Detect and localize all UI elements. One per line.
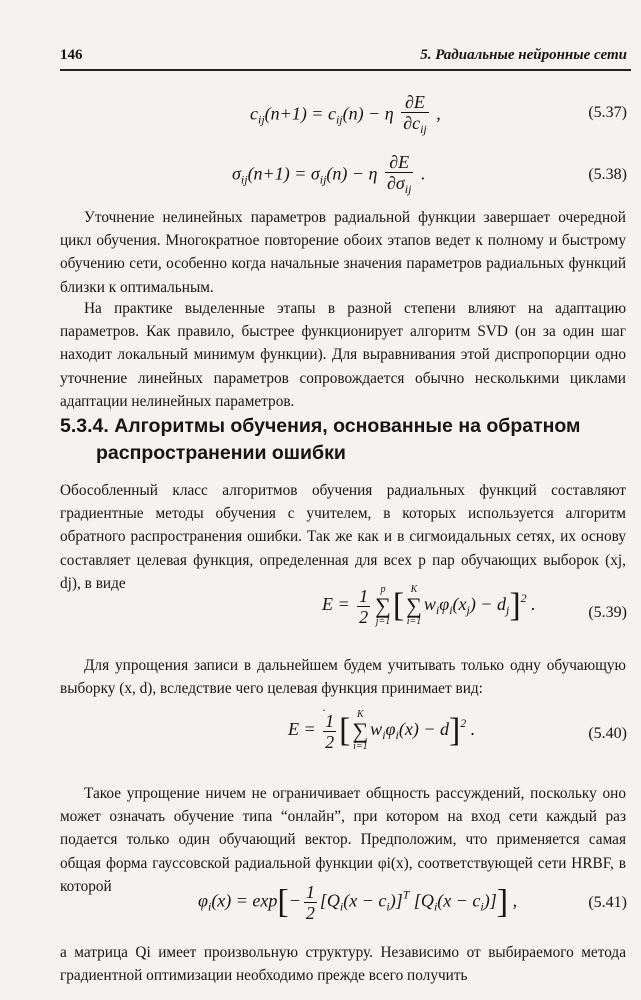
eq-subscript: ij (335, 112, 343, 127)
eq-text: E = (322, 594, 355, 615)
sum-symbol: K ∑ i=1 (406, 584, 422, 627)
eq-numerator: ∂E (401, 92, 429, 113)
eq-denominator: $\partial\sigma_{ij}$ (386, 173, 412, 196)
section-heading (60, 413, 626, 467)
eq-subscript: ij (319, 172, 327, 187)
eq-text: (n+1) = (247, 163, 311, 184)
equation-label: (5.40) (588, 725, 627, 742)
eq-tail: . (416, 163, 426, 184)
equation-5-38 (0, 152, 641, 200)
equation-label: (5.41) (588, 894, 627, 911)
eq-text: (n) − η (342, 103, 394, 124)
paragraph-2: На практике выделенные этапы в разной степени влияют на адаптацию параметров. Как правило, быстрее функционирует алгоритм SVD (он за один шаг находит локальный минимум функции). Для выравнивания этой диспропорции одно уточнение линейных параметров сопровождается обычно несколькими циклами адаптации нелинейных параметров. (60, 300, 626, 410)
paragraph-6: а матрица Qi имеет произвольную структуру. Независимо от выбираемого метода градиентной оптимизации необходимо прежде всего получить (60, 944, 626, 985)
eq-fraction (385, 152, 413, 199)
equation-5-41: $\varphi_i(x) = \exp[-$ $\frac{1}{2}$ $[Q_i(x - c_i)]^T$ $[Q_i(x - c_i)]$] , (5.41) (198, 882, 627, 923)
page-header (60, 47, 627, 67)
eq-fraction: $\frac{1}{2}$ (305, 882, 315, 923)
eq-subscript: ij (240, 172, 248, 187)
eq-symbol: σ (232, 163, 241, 184)
equation-label: (5.37) (588, 104, 627, 121)
equation-label: (5.39) (588, 604, 627, 621)
stray-mark: · (322, 703, 326, 717)
equation-5-37 (0, 92, 641, 140)
running-head: 5. Радиальные нейронные сети (420, 47, 627, 63)
eq-text: E = (288, 719, 321, 740)
equation-5-40: E = $\frac{1}{2}$ [ K ∑ i=1 $w_i\varphi_i(x) - d]^2$ . (5.40) (288, 709, 627, 752)
sum-symbol: K ∑ i=1 (352, 709, 369, 752)
eq-symbol: c (327, 103, 336, 124)
page-number: 146 (60, 47, 83, 63)
eq-numerator: ∂E (385, 152, 413, 173)
paragraph-1: Уточнение нелинейных параметров радиальной функции завершает очередной цикл обучения. Многократное повторение обоих этапов ведет к полному и быстрому обучению сети, особенно когда начальные значения параметров радиальных функций близки к оптимальным. (60, 209, 626, 296)
paragraph-5: Такое упрощение ничем не ограничивает общность рассуждений, поскольку оно может означать обучение типа “онлайн”, при котором на вход сети каждый раз подается только один обучающий вектор. Предположим, что применяется самая общая форма гауссовской радиальной функции φi(x), соответствующей сети HRBF, в которой (60, 785, 626, 895)
section-heading-line-2: распространении ошибки (96, 442, 346, 464)
header-rule (60, 69, 631, 71)
eq-symbol: σ (310, 163, 320, 184)
eq-symbol: c (250, 103, 258, 124)
equation-label: (5.38) (588, 166, 627, 183)
eq-text: (n) − η (326, 163, 378, 184)
paragraph-3: Обособленный класс алгоритмов обучения радиальных функций составляют градиентные методы обучения с учителем, в которых используется алгоритм обратного распространения ошибки. Так же как и в сигмоидальных сетях, их основу составляет целевая функция, определенная для всех p пар обучающих выборок (xj, dj), в виде (60, 482, 626, 592)
paragraph-4: Для упрощения записи в дальнейшем будем учитывать только одну обучающую выборку (x, d), вследствие чего целевая функция принимает вид: (60, 657, 626, 698)
equation-5-39: E = $\frac{1}{2}$ p ∑ j=1 [ K ∑ i=1 $w_i\varphi_i(x_j) - d_j]^2$ . (5.39) (322, 584, 627, 627)
sum-symbol: p ∑ j=1 (375, 584, 391, 627)
eq-tail: , (431, 103, 441, 124)
eq-fraction: $\frac{1}{2}$ (325, 710, 335, 752)
eq-denominator: $\partial c_{ij}$ (403, 113, 427, 136)
eq-subscript: ij (258, 112, 265, 127)
eq-fraction: $\frac{1}{2}$ (359, 585, 369, 627)
section-heading-line-1: 5.3.4. Алгоритмы обучения, основанные на обратном (60, 415, 581, 437)
eq-text: (n+1) = (264, 103, 328, 124)
eq-fraction (401, 92, 429, 139)
